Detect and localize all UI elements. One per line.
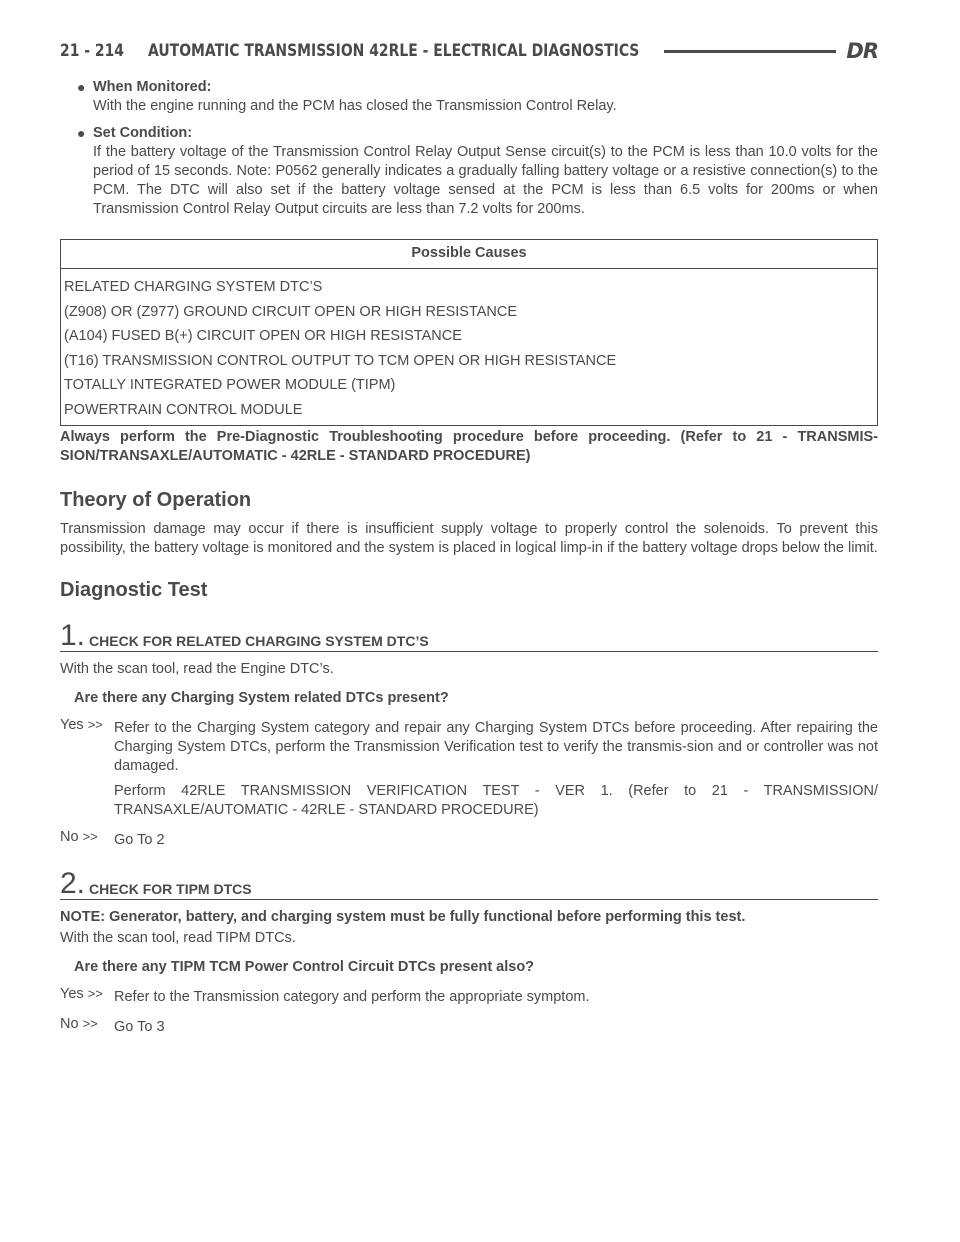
cause-item: RELATED CHARGING SYSTEM DTC’S (64, 279, 323, 295)
step-title: CHECK FOR RELATED CHARGING SYSTEM DTC’S (89, 633, 429, 649)
step-note: NOTE: Generator, battery, and charging system must be fully functional before performing this test. (60, 909, 746, 925)
cause-item: POWERTRAIN CONTROL MODULE (64, 401, 303, 418)
answer-text: Refer to the Charging System category and repair any Charging System DTCs before proceeding. After repairing the Charging System DTCs, perform the Transmission Verification test to verify the transmis-sion and or controller was not damaged. (114, 720, 878, 774)
step-1-header (60, 619, 878, 652)
pre-diagnostic-note: Always perform the Pre-Diagnostic Troubleshooting procedure before proceeding. (Refer to 21 - TRANSMIS-SION/TRANSAXLE/AUTOMATIC - 42RLE - STANDARD PROCEDURE) (60, 429, 878, 464)
arrow-icon: >> (82, 1016, 98, 1031)
possible-causes-table (60, 239, 878, 426)
answer-no (60, 828, 878, 850)
answer-text: Perform 42RLE TRANSMISSION VERIFICATION TEST - VER 1. (Refer to 21 - TRANSMISSION/ TRANSAXLE/AUTOMATIC - 42RLE - STANDARD PROCEDURE) (114, 783, 878, 818)
diagnostic-heading: Diagnostic Test (60, 579, 208, 601)
step-2-header (60, 867, 878, 900)
arrow-icon: >> (87, 986, 103, 1001)
step-number: 1. (60, 619, 86, 652)
bullet-when-monitored (60, 78, 878, 116)
bullet-label: Set Condition: (93, 125, 193, 141)
answer-label: No (60, 1016, 79, 1032)
step-question: Are there any Charging System related DTCs present? (74, 690, 449, 706)
answer-label: Yes (60, 717, 84, 733)
page-header (60, 38, 878, 64)
step-title: CHECK FOR TIPM DTCS (89, 881, 252, 897)
answer-no (60, 1015, 878, 1037)
theory-text: Transmission damage may occur if there is insufficient supply voltage to properly control the solenoids. To prevent this possibility, the battery voltage is monitored and the system is placed in logical limp-in if the battery voltage drops below the limit. (60, 521, 878, 556)
header-rule (664, 50, 836, 53)
answer-text: Refer to the Transmission category and perform the appropriate symptom. (114, 989, 590, 1005)
cause-item: (T16) TRANSMISSION CONTROL OUTPUT TO TCM OPEN OR HIGH RESISTANCE (64, 352, 617, 369)
header-title: AUTOMATIC TRANSMISSION 42RLE - ELECTRICAL DIAGNOSTICS (148, 41, 640, 61)
bullet-text: If the battery voltage of the Transmission Control Relay Output Sense circuit(s) to the PCM is less than 10.0 volts for the period of 15 seconds. Note: P0562 generally indicates a gradually falling battery voltage or a resistive connection(s) to the PCM. The DTC will also set if the battery voltage sensed at the PCM is less than 6.5 volts for 200ms or when Transmission Control Relay Output circuits are less than 7.2 volts for 200ms. (93, 144, 878, 217)
bullet-label: When Monitored: (93, 79, 212, 95)
arrow-icon: >> (87, 717, 103, 732)
answer-text: Go To 3 (114, 1019, 165, 1035)
theory-heading: Theory of Operation (60, 489, 252, 511)
step-instruction: With the scan tool, read the Engine DTC’s. (60, 661, 334, 677)
answer-yes (60, 985, 878, 1007)
step-question: Are there any TIPM TCM Power Control Circuit DTCs present also? (74, 959, 535, 975)
step-instruction: With the scan tool, read TIPM DTCs. (60, 930, 296, 946)
page-number: 21 - 214 (60, 41, 124, 61)
cause-item: (A104) FUSED B(+) CIRCUIT OPEN OR HIGH RESISTANCE (64, 328, 462, 344)
possible-causes-heading: Possible Causes (61, 240, 877, 269)
cause-item: (Z908) OR (Z977) GROUND CIRCUIT OPEN OR HIGH RESISTANCE (64, 303, 518, 320)
bullet-text: With the engine running and the PCM has closed the Transmission Control Relay. (93, 98, 617, 114)
answer-text: Go To 2 (114, 832, 165, 848)
dr-logo: DR (846, 39, 878, 63)
arrow-icon: >> (82, 829, 98, 844)
bullet-dot-icon: ● (77, 79, 86, 95)
cause-item: TOTALLY INTEGRATED POWER MODULE (TIPM) (64, 377, 396, 393)
page-content (60, 78, 878, 1037)
answer-label: No (60, 829, 79, 845)
step-number: 2. (60, 867, 86, 900)
answer-yes (60, 716, 878, 820)
bullet-set-condition (60, 124, 878, 219)
answer-label: Yes (60, 986, 84, 1002)
bullet-dot-icon: ● (77, 125, 86, 141)
